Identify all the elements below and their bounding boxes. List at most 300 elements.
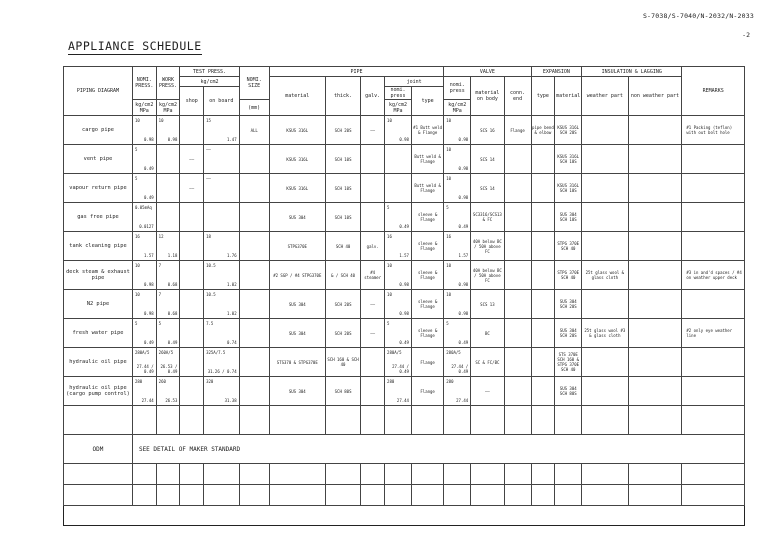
pipe-material: SUS 304: [269, 319, 325, 348]
blank-cell: [411, 485, 443, 506]
blank-cell: [628, 485, 682, 506]
valve-material: 40A below BC / 50A above FC: [471, 232, 504, 261]
pipe-material: SUS 304: [269, 203, 325, 232]
joint-press: [385, 116, 412, 145]
nomi-press-kgcm2: 280A/5: [134, 350, 150, 355]
nomi-press: [132, 232, 156, 261]
blank-cell: [385, 464, 412, 485]
work-press: [156, 377, 180, 406]
header-nomi-press: NOMI. PRESS.: [132, 67, 156, 100]
valve-material: SCS 16: [471, 116, 504, 145]
test-on-board: [204, 145, 240, 174]
expansion-material: KSUS 316L SCH 20S: [555, 116, 582, 145]
expansion-type: [531, 232, 555, 261]
test-on-board-kgcm2: 7.5: [206, 321, 214, 326]
joint-press-mpa: 0.49: [399, 224, 409, 229]
table-row: [64, 377, 745, 406]
table-row: [64, 174, 745, 203]
blank-cell: [156, 406, 180, 435]
header-galv: galv.: [361, 77, 385, 116]
blank-row: [64, 464, 745, 485]
blank-cell: [471, 464, 504, 485]
piping-name: N2 pipe: [64, 290, 133, 319]
joint-type: Butt weld & Flange: [411, 145, 443, 174]
joint-press-kgcm2: 5: [387, 205, 390, 210]
header-joint: joint: [385, 77, 444, 87]
pipe-material: SUS 304: [269, 290, 325, 319]
blank-cell: [239, 485, 269, 506]
test-on-board-kgcm2: 325A/7.5: [206, 350, 226, 355]
blank-cell: [180, 406, 204, 435]
nomi-size: [239, 174, 269, 203]
test-on-board: [204, 116, 240, 145]
pipe-galv: ——: [361, 290, 385, 319]
nomi-press-mpa: 0.49: [144, 166, 154, 171]
test-on-board-mpa: 1.47: [226, 137, 237, 142]
blank-cell: [325, 464, 361, 485]
blank-cell: [531, 485, 555, 506]
blank-cell: [582, 406, 628, 435]
pipe-material: STS370 & STPG370E: [269, 348, 325, 377]
work-press-kgcm2: 7: [158, 263, 162, 268]
header-nomi-unit: kg/cm2 MPa: [132, 100, 156, 116]
test-on-board: [204, 348, 240, 377]
valve-conn-end: [504, 377, 531, 406]
pipe-thick: SCH 40: [325, 232, 361, 261]
valve-press: [444, 145, 471, 174]
joint-type: Butt weld & Flange: [411, 174, 443, 203]
valve-press: [444, 116, 471, 145]
table-row: [64, 203, 745, 232]
valve-material: ——: [471, 377, 504, 406]
nomi-press: [132, 145, 156, 174]
nomi-size: [239, 348, 269, 377]
header-joint-unit: kg/cm2 MPa: [385, 100, 412, 116]
nomi-press: [132, 377, 156, 406]
blank-cell: [411, 464, 443, 485]
joint-press-mpa: 0.98: [399, 282, 409, 287]
insulation-weather: [582, 145, 628, 174]
nomi-press: [132, 203, 156, 232]
nomi-press-mpa: 0.98: [144, 282, 154, 287]
insulation-non-weather: [628, 116, 682, 145]
joint-press: [385, 174, 412, 203]
insulation-weather: [582, 377, 628, 406]
blank-cell: [156, 464, 180, 485]
work-press-mpa: 26.53: [165, 398, 178, 403]
header-non-weather-part: non weather part: [628, 77, 682, 116]
header-joint-nomi-press: nomi. press: [385, 87, 412, 100]
test-on-board-kgcm2: ——: [206, 147, 211, 152]
valve-press-kgcm2: 10: [446, 176, 452, 181]
expansion-type: [531, 203, 555, 232]
remarks: #3 in and'd spaces / #4 on weather upper deck: [682, 261, 745, 290]
pipe-material: KSUS 316L: [269, 174, 325, 203]
blank-cell: [628, 464, 682, 485]
joint-press-kgcm2: 10: [387, 263, 392, 268]
work-press: [156, 174, 180, 203]
nomi-press: [132, 348, 156, 377]
table-row: [64, 116, 745, 145]
blank-cell: [64, 485, 133, 506]
expansion-material: KSUS 316L SCH 10S: [555, 145, 582, 174]
pipe-galv: [361, 145, 385, 174]
odm-row: [64, 435, 745, 464]
nomi-press-kgcm2: 10: [134, 118, 140, 123]
document-number: S-7038/S-7040/N-2032/N-2033: [642, 12, 754, 20]
blank-cell: [444, 485, 471, 506]
joint-type: sleeve & Flange: [411, 261, 443, 290]
blank-cell: [269, 464, 325, 485]
test-shop: [180, 116, 204, 145]
work-press-mpa: 0.68: [167, 311, 178, 316]
piping-name: tank cleaning pipe: [64, 232, 133, 261]
joint-type: sleeve & Flange: [411, 319, 443, 348]
blank-cell: [682, 485, 745, 506]
blank-row: [64, 485, 745, 506]
insulation-non-weather: [628, 348, 682, 377]
test-on-board-mpa: 0.74: [226, 340, 237, 345]
nomi-size: [239, 203, 269, 232]
pipe-material: KSUS 316L: [269, 145, 325, 174]
work-press-kgcm2: 7: [158, 292, 162, 297]
test-on-board-mpa: 31.26 / 0.74: [207, 369, 237, 374]
header-valve-nomi-press: nomi. press: [444, 77, 471, 100]
joint-type: sleeve & Flange: [411, 203, 443, 232]
work-press-mpa: 0.49: [167, 340, 178, 345]
piping-name: deck steam & exhaust pipe: [64, 261, 133, 290]
remarks: #1 Packing (teflon) with out bolt hole: [682, 116, 745, 145]
header-valve-unit: kg/cm2 MPa: [444, 100, 471, 116]
valve-press-mpa: 1.57: [458, 253, 469, 258]
blank-cell: [156, 485, 180, 506]
joint-press-kgcm2: 10: [387, 292, 392, 297]
valve-press-kgcm2: 280: [446, 379, 454, 384]
table-row: [64, 348, 745, 377]
joint-press: [385, 348, 412, 377]
nomi-size: [239, 261, 269, 290]
valve-press-mpa: 0.98: [458, 195, 469, 200]
valve-material: 40A below BC / 50A above FC: [471, 261, 504, 290]
joint-press-mpa: 27.44: [396, 398, 409, 403]
work-press: [156, 145, 180, 174]
work-press: [156, 319, 180, 348]
expansion-material: STPG 370E SCH 40: [555, 261, 582, 290]
nomi-press-kgcm2: 5: [134, 176, 138, 181]
work-press: [156, 348, 180, 377]
nomi-press-mpa: 0.98: [144, 137, 154, 142]
valve-press-kgcm2: 10: [446, 292, 452, 297]
blank-cell: [239, 464, 269, 485]
joint-press: [385, 377, 412, 406]
pipe-galv: [361, 377, 385, 406]
table-row: [64, 261, 745, 290]
nomi-press-kgcm2: 0.05mAq: [134, 205, 152, 210]
test-on-board: [204, 319, 240, 348]
test-on-board-kgcm2: 10.5: [206, 263, 216, 268]
nomi-press: [132, 261, 156, 290]
expansion-material: STPG 370E SCH 40: [555, 232, 582, 261]
work-press-kgcm2: 260: [158, 379, 166, 384]
joint-press-mpa: 0.98: [399, 311, 409, 316]
joint-press-mpa: 0.49: [399, 340, 409, 345]
work-press-kgcm2: 5: [158, 321, 162, 326]
nomi-press-mpa: 0.98: [144, 311, 154, 316]
nomi-press-mpa: 1.57: [144, 253, 154, 258]
valve-conn-end: [504, 145, 531, 174]
valve-press: [444, 174, 471, 203]
blank-cell: [325, 406, 361, 435]
valve-material: SC3316/SCS13 & FC: [471, 203, 504, 232]
joint-press-kgcm2: 280: [387, 379, 395, 384]
insulation-non-weather: [628, 319, 682, 348]
header-test-press: TEST PRESS.: [180, 67, 239, 77]
remarks: [682, 203, 745, 232]
pipe-galv: ——: [361, 116, 385, 145]
nomi-press: [132, 116, 156, 145]
work-press-kgcm2: 260A/5: [158, 350, 174, 355]
work-press-mpa: 0.98: [167, 137, 178, 142]
remarks: [682, 145, 745, 174]
joint-press: [385, 232, 412, 261]
joint-type: sleeve & Flange: [411, 290, 443, 319]
valve-conn-end: [504, 232, 531, 261]
valve-press-kgcm2: 10: [446, 263, 452, 268]
blank-cell: [444, 406, 471, 435]
blank-cell: [504, 485, 531, 506]
valve-conn-end: [504, 174, 531, 203]
blank-cell: [531, 464, 555, 485]
valve-press-mpa: 0.98: [458, 311, 469, 316]
joint-press: [385, 319, 412, 348]
valve-conn-end: [504, 319, 531, 348]
pipe-material: SUS 304: [269, 377, 325, 406]
test-shop: [180, 377, 204, 406]
header-expansion-type: type: [531, 77, 555, 116]
joint-type: sleeve & Flange: [411, 232, 443, 261]
test-on-board: [204, 377, 240, 406]
header-conn-end: conn. end: [504, 77, 531, 116]
blank-cell: [325, 485, 361, 506]
nomi-press-kgcm2: 10: [134, 263, 140, 268]
work-press-kgcm2: 12: [158, 234, 164, 239]
blank-cell: [64, 464, 133, 485]
work-press: [156, 261, 180, 290]
expansion-type: [531, 145, 555, 174]
insulation-weather: [582, 348, 628, 377]
pipe-thick: SCH 20S: [325, 116, 361, 145]
test-on-board: [204, 203, 240, 232]
valve-press-mpa: 0.98: [458, 282, 469, 287]
blank-cell: [269, 485, 325, 506]
piping-name: fresh water pipe: [64, 319, 133, 348]
blank-cell: [361, 406, 385, 435]
work-press: [156, 203, 180, 232]
pipe-galv: [361, 203, 385, 232]
pipe-material: #2 SGP / #4 STPG370E: [269, 261, 325, 290]
blank-cell: [132, 464, 156, 485]
insulation-non-weather: [628, 203, 682, 232]
piping-name: hydraulic oil pipe (cargo pump control): [64, 377, 133, 406]
blank-cell: [628, 406, 682, 435]
blank-cell: [361, 464, 385, 485]
blank-cell: [204, 406, 240, 435]
valve-material: SCS 14: [471, 174, 504, 203]
table-row: [64, 319, 745, 348]
test-on-board: [204, 232, 240, 261]
blank-cell: [444, 464, 471, 485]
valve-press-kgcm2: 10: [446, 118, 452, 123]
pipe-thick: SCH 20S: [325, 290, 361, 319]
test-shop: ——: [180, 145, 204, 174]
blank-cell: [269, 406, 325, 435]
expansion-type: pipe bend & elbow: [531, 116, 555, 145]
sheet-number: -2: [742, 31, 750, 39]
header-joint-type: type: [411, 87, 443, 116]
valve-press-mpa: 27.44 / 0.49: [451, 364, 469, 374]
blank-cell: [180, 485, 204, 506]
piping-name: vapour return pipe: [64, 174, 133, 203]
header-insulation: INSULATION & LAGGING: [582, 67, 682, 77]
blank-cell: [582, 464, 628, 485]
blank-cell: [411, 406, 443, 435]
pipe-galv: #4 steamer: [361, 261, 385, 290]
remarks: [682, 232, 745, 261]
valve-press: [444, 319, 471, 348]
expansion-material: SUS 304 SCH 20S: [555, 290, 582, 319]
expansion-material: SUS 304 SCH 20S: [555, 319, 582, 348]
nomi-size: [239, 319, 269, 348]
blank-cell: [504, 464, 531, 485]
joint-press: [385, 290, 412, 319]
header-valve: VALVE: [444, 67, 531, 77]
blank-cell: [239, 406, 269, 435]
nomi-press-kgcm2: 5: [134, 321, 138, 326]
blank-cell: [471, 485, 504, 506]
joint-press-kgcm2: 16: [387, 234, 392, 239]
valve-press-mpa: 27.44: [456, 398, 469, 403]
valve-material: SC & FC/BC: [471, 348, 504, 377]
test-on-board-kgcm2: ——: [206, 176, 211, 181]
test-shop: [180, 203, 204, 232]
valve-conn-end: [504, 348, 531, 377]
valve-press-kgcm2: 16: [446, 234, 452, 239]
valve-conn-end: [504, 203, 531, 232]
joint-type: #1 Butt weld & Flange: [411, 116, 443, 145]
valve-press-mpa: 0.98: [458, 166, 469, 171]
expansion-material: STS 370E SCH 160 & STPG 370E SCH 40: [555, 348, 582, 377]
joint-press: [385, 261, 412, 290]
header-test-unit: kg/cm2: [180, 77, 239, 87]
test-on-board-kgcm2: 10.5: [206, 292, 216, 297]
blank-cell: [64, 406, 133, 435]
test-on-board-mpa: 31.38: [224, 398, 237, 403]
pipe-thick: SCH 80S: [325, 377, 361, 406]
test-on-board-kgcm2: 320: [206, 379, 214, 384]
valve-press: [444, 232, 471, 261]
table-row: [64, 290, 745, 319]
joint-press: [385, 203, 412, 232]
valve-press: [444, 203, 471, 232]
blank-cell: [385, 406, 412, 435]
nomi-size: [239, 145, 269, 174]
blank-cell: [555, 464, 582, 485]
header-nomi-size: NOMI. SIZE: [239, 67, 269, 100]
pipe-thick: SCH 10S: [325, 203, 361, 232]
insulation-weather: [582, 116, 628, 145]
header-work-press: WORK PRESS.: [156, 67, 180, 100]
nomi-press: [132, 319, 156, 348]
valve-conn-end: [504, 261, 531, 290]
blank-cell: [555, 485, 582, 506]
header-piping-diagram: PIPING DIAGRAM: [64, 67, 133, 116]
blank-cell: [504, 406, 531, 435]
expansion-type: [531, 319, 555, 348]
pipe-thick: SCH 10S: [325, 145, 361, 174]
nomi-size: [239, 377, 269, 406]
joint-press-kgcm2: 280A/5: [387, 350, 402, 355]
insulation-non-weather: [628, 261, 682, 290]
header-shop: shop: [180, 87, 204, 116]
insulation-non-weather: [628, 174, 682, 203]
expansion-type: [531, 174, 555, 203]
blank-cell: [682, 464, 745, 485]
blank-cell: [531, 406, 555, 435]
piping-name: vent pipe: [64, 145, 133, 174]
valve-press-kgcm2: 280A/5: [446, 350, 461, 355]
header-remarks: REMARKS: [682, 67, 745, 116]
pipe-thick: SCH 160 & SCH 40: [325, 348, 361, 377]
joint-press-kgcm2: 5: [387, 321, 390, 326]
blank-cell: [361, 485, 385, 506]
joint-press: [385, 145, 412, 174]
valve-conn-end: [504, 290, 531, 319]
valve-press-mpa: 0.98: [458, 137, 469, 142]
work-press: [156, 290, 180, 319]
nomi-press: [132, 174, 156, 203]
test-on-board-mpa: 1.02: [226, 282, 237, 287]
expansion-type: [531, 261, 555, 290]
header-pipe: PIPE: [269, 67, 444, 77]
work-press-kgcm2: 10: [158, 118, 164, 123]
test-shop: [180, 290, 204, 319]
header-work-unit: kg/cm2 MPa: [156, 100, 180, 116]
insulation-weather: [582, 232, 628, 261]
work-press-mpa: 26.53 / 0.49: [160, 364, 178, 374]
pipe-material: STPG370E: [269, 232, 325, 261]
pipe-material: KSUS 316L: [269, 116, 325, 145]
blank-cell: [132, 485, 156, 506]
remarks: [682, 174, 745, 203]
blank-cell: [180, 464, 204, 485]
header-weather-part: weather part: [582, 77, 628, 116]
joint-type: Flange: [411, 377, 443, 406]
valve-material: SCS 13: [471, 290, 504, 319]
valve-press-kgcm2: 5: [446, 321, 449, 326]
test-shop: [180, 319, 204, 348]
expansion-type: [531, 290, 555, 319]
expansion-type: [531, 377, 555, 406]
expansion-type: [531, 348, 555, 377]
blank-row: [64, 406, 745, 435]
work-press: [156, 232, 180, 261]
nomi-press-mpa: 0.49: [144, 195, 154, 200]
valve-material: SCS 14: [471, 145, 504, 174]
remarks: #2 only eye weather line: [682, 319, 745, 348]
blank-cell: [204, 485, 240, 506]
valve-press: [444, 261, 471, 290]
test-shop: [180, 261, 204, 290]
